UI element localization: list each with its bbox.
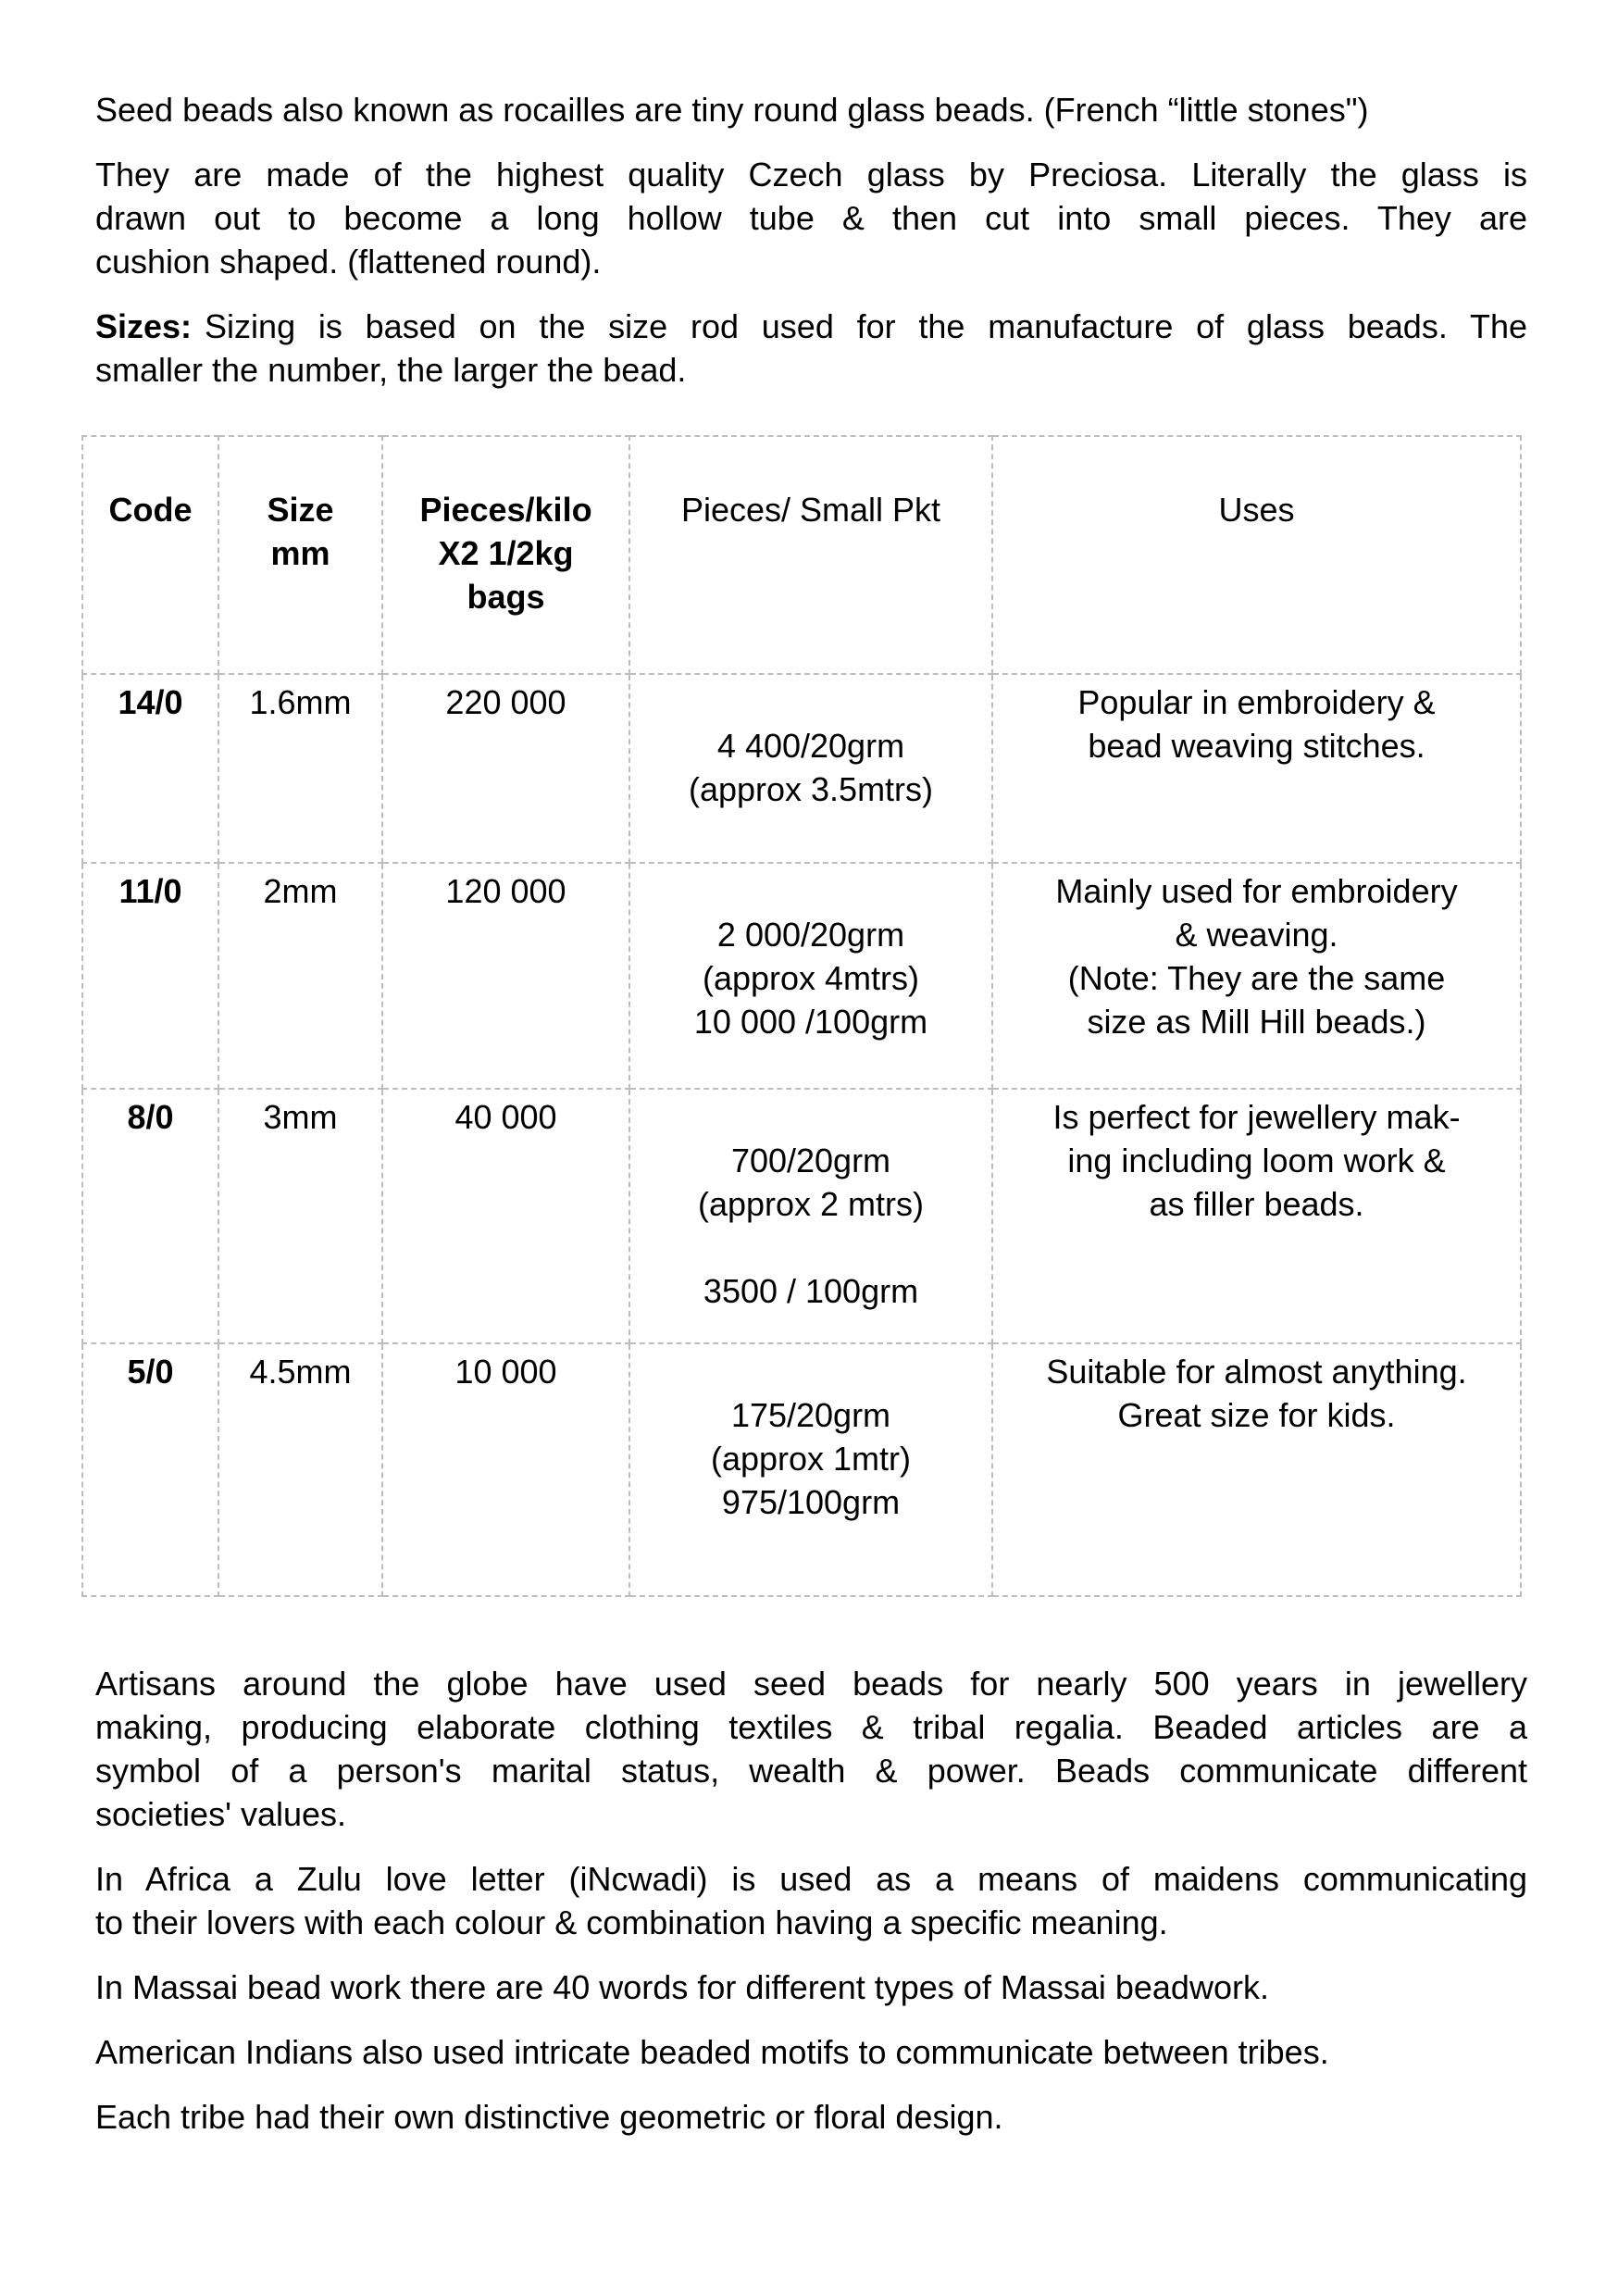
table-row	[82, 674, 1521, 863]
paragraph-manufacture	[95, 153, 1527, 283]
size-cell: 4.5mm	[218, 1343, 382, 1596]
text-line: Each tribe had their own distinctive geometric or floral design.	[95, 2098, 1003, 2136]
paragraph-massai	[95, 1965, 1527, 2009]
text-line: Artisans around the globe have used seed beads for nearly 500 years in jewellery	[95, 1665, 1527, 1703]
small-pkt-cell: 175/20grm (approx 1mtr) 975/100grm	[629, 1343, 992, 1596]
code-cell: 8/0	[82, 1089, 218, 1343]
size-cell: 3mm	[218, 1089, 382, 1343]
paragraph-tribe-design	[95, 2095, 1527, 2139]
table-row	[82, 1343, 1521, 1596]
header-pieces-per-kilo: Pieces/kilo X2 1/2kg bags	[382, 436, 629, 674]
small-pkt-cell: 700/20grm (approx 2 mtrs) 3500 / 100grm	[629, 1089, 992, 1343]
text-line: Seed beads also known as rocailles are tiny round glass beads. (French “little stones")	[95, 91, 1369, 129]
small-pkt-cell: 2 000/20grm (approx 4mtrs) 10 000 /100grm	[629, 863, 992, 1089]
pieces-per-kilo-cell: 40 000	[382, 1089, 629, 1343]
header-small-pkt: Pieces/ Small Pkt	[629, 436, 992, 674]
text-line: American Indians also used intricate beaded motifs to communicate between tribes.	[95, 2033, 1329, 2071]
text-line: societies' values.	[95, 1795, 347, 1833]
small-pkt-cell: 4 400/20grm (approx 3.5mtrs)	[629, 674, 992, 863]
table-header-row	[82, 436, 1521, 674]
text-line: to their lovers with each colour & combination having a specific meaning.	[95, 1903, 1168, 1941]
size-cell: 1.6mm	[218, 674, 382, 863]
size-cell: 2mm	[218, 863, 382, 1089]
sizes-label: Sizes:	[95, 307, 193, 345]
text-line: cushion shaped. (flattened round).	[95, 243, 602, 281]
uses-cell: Popular in embroidery & bead weaving stitches.	[992, 674, 1521, 863]
text-line: They are made of the highest quality Czech glass by Preciosa. Literally the glass is	[95, 156, 1527, 193]
code-cell: 5/0	[82, 1343, 218, 1596]
uses-cell: Mainly used for embroidery & weaving. (Note: They are the same size as Mill Hill beads.)	[992, 863, 1521, 1089]
paragraph-zulu	[95, 1857, 1527, 1944]
code-cell: 11/0	[82, 863, 218, 1089]
paragraph-intro	[95, 88, 1527, 131]
header-uses: Uses	[992, 436, 1521, 674]
text-line: In Africa a Zulu love letter (iNcwadi) is used as a means of maidens communicating	[95, 1860, 1527, 1898]
header-size: Size mm	[218, 436, 382, 674]
code-cell: 14/0	[82, 674, 218, 863]
pieces-per-kilo-cell: 120 000	[382, 863, 629, 1089]
table-row	[82, 1089, 1521, 1343]
text-line: making, producing elaborate clothing textiles & tribal regalia. Beaded articles are a	[95, 1708, 1527, 1746]
header-code: Code	[82, 436, 218, 674]
paragraph-american-indians	[95, 2030, 1527, 2074]
bead-size-table	[81, 435, 1522, 1597]
pieces-per-kilo-cell: 10 000	[382, 1343, 629, 1596]
paragraph-artisans	[95, 1662, 1527, 1836]
table-row	[82, 863, 1521, 1089]
uses-cell: Is perfect for jewellery mak- ing including loom work & as filler beads.	[992, 1089, 1521, 1343]
text-line	[95, 305, 1527, 348]
text-line: drawn out to become a long hollow tube & then cut into small pieces. They are	[95, 199, 1527, 237]
pieces-per-kilo-cell: 220 000	[382, 674, 629, 863]
uses-cell: Suitable for almost anything. Great size for kids.	[992, 1343, 1521, 1596]
text-line: In Massai bead work there are 40 words for different types of Massai beadwork.	[95, 1968, 1269, 2006]
text-line: symbol of a person's marital status, wealth & power. Beads communicate different	[95, 1752, 1527, 1790]
text-line: smaller the number, the larger the bead.	[95, 351, 687, 389]
sizes-text: Sizing is based on the size rod used for the manufacture of glass beads. The	[205, 307, 1527, 345]
document-page	[95, 88, 1527, 2139]
paragraph-sizes	[95, 305, 1527, 392]
